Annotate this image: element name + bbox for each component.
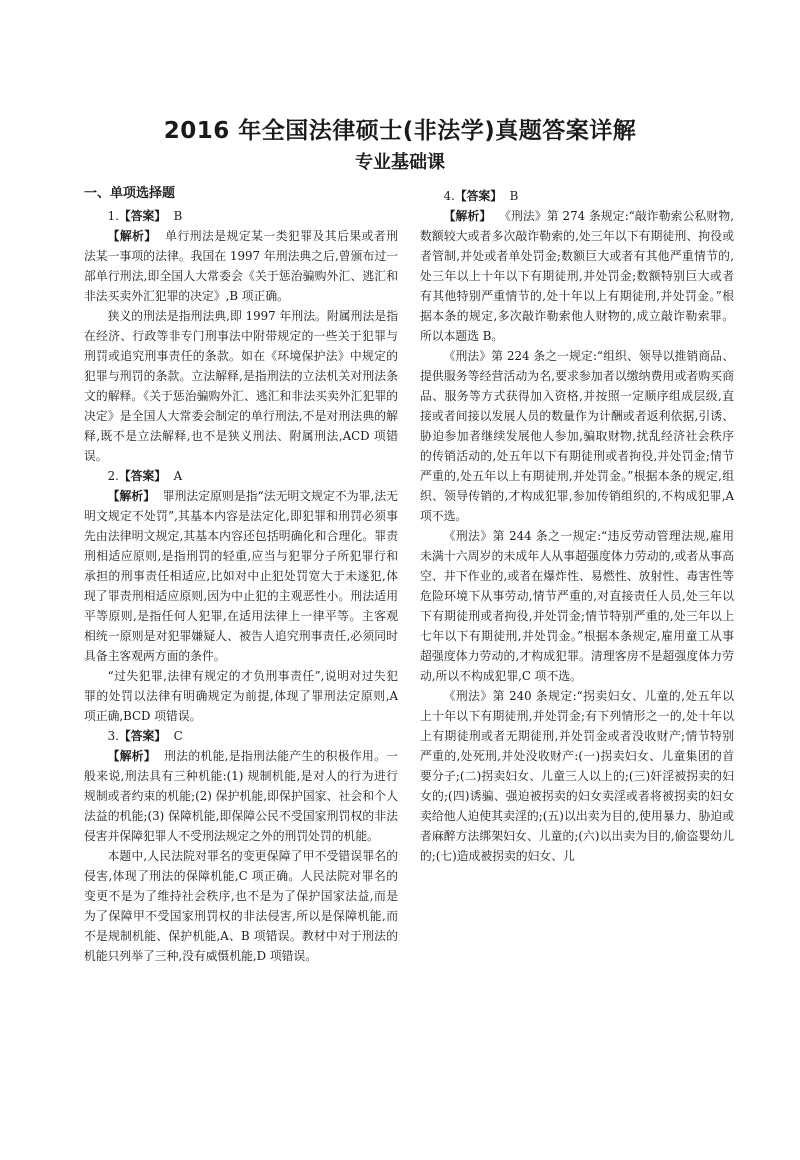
question-3-analysis: 【解析】 刑法的机能,是指刑法能产生的积极作用。一般来说,刑法具有三种机能:(1) 规制机能,是对人的行为进行规制或者约束的机能;(2) 保护机能,即保护国家、社会和个人法益的机能;(3) 保障机能,即保障公民不受国家刑罚权的非法侵害并保障犯罪人不受刑法规定之外的刑罚处罚的机能。 — [84, 749, 398, 843]
question-3-answer: 3.【答案】 C — [107, 729, 183, 743]
left-column — [84, 184, 398, 966]
question-2-analysis: 【解析】 罪刑法定原则是指“法无明文规定不为罪,法无明文规定不处罚”,其基本内容是法定化,即犯罪和刑罚必须事先由法律明文规定,其基本内容还包括明确化和合理化。罪责刑相适应原则,是指刑罚的轻重,应当与犯罪分子所犯罪行和承担的刑事责任相适应,比如对中止犯处罚宽大于未遂犯,体现了罪责刑相适应原则,因为中止犯的主观恶性小。刑法适用平等原则,是指任何人犯罪,在适用法律上一律平等。主客观相统一原则是对犯罪嫌疑人、被告人追究刑事责任,必须同时具备主客观两方面的条件。 — [84, 489, 398, 663]
question-4-analysis: 【解析】 《刑法》第 274 条规定:“敲诈勒索公私财物,数额较大或者多次敲诈勒索的,处三年以下有期徒刑、拘役或者管制,并处或者单处罚金;数额巨大或者有其他严重情节的,处三年以上十年以下有期徒刑,并处罚金;数额特别巨大或者有其他特别严重情节的,处十年以上有期徒刑,并处罚金。”根据本条的规定,多次敲诈勒索他人财物的,成立敲诈勒索罪。所以本题选 B。 — [420, 209, 734, 343]
question-4-paragraph-2: 《刑法》第 224 条之一规定:“组织、领导以推销商品、提供服务等经营活动为名,要求参加者以缴纳费用或者购买商品、服务等方式获得加入资格,并按照一定顺序组成层级,直接或者间接以发展人员的数量作为计酬或者返利依据,引诱、胁迫参加者继续发展他人参加,骗取财物,扰乱经济社会秩序的传销活动的,处五年以下有期徒刑或者拘役,并处罚金;情节严重的,处五年以上有期徒刑,并处罚金。”根据本条的规定,组织、领导传销的,才构成犯罪,参加传销组织的,不构成犯罪,A 项不选。 — [420, 349, 734, 523]
question-3-paragraph: 本题中,人民法院对罪名的变更保障了甲不受错误罪名的侵害,体现了刑法的保障机能,C 项正确。人民法院对罪名的变更不是为了维持社会秩序,也不是为了保护国家法益,而是为了保障甲不受国家刑罚权的非法侵害,所以是保障机能,而不是规制机能、保护机能,A、B 项错误。教材中对于刑法的机能只列举了三种,没有威慑机能,D 项错误。 — [84, 849, 398, 963]
question-1-analysis: 【解析】 单行刑法是规定某一类犯罪及其后果或者刑法某一事项的法律。我国在 1997 年刑法典之后,曾颁布过一部单行刑法,即全国人大常委会《关于惩治骗购外汇、逃汇和非法买卖外汇犯罪的决定》,B 项正确。 — [84, 229, 398, 303]
right-column — [420, 186, 734, 866]
document-title: 2016 年全国法律硕士(非法学)真题答案详解 — [163, 118, 637, 144]
document-subtitle: 专业基础课 — [355, 152, 445, 173]
question-2-answer: 2.【答案】 A — [107, 469, 183, 483]
question-4-paragraph-4: 《刑法》第 240 条规定:“拐卖妇女、儿童的,处五年以上十年以下有期徒刑,并处罚金;有下列情形之一的,处十年以上有期徒刑或者无期徒刑,并处罚金或者没收财产;情节特别严重的,处死刑,并处没收财产:(一)拐卖妇女、儿童集团的首要分子;(二)拐卖妇女、儿童三人以上的;(三)奸淫被拐卖的妇女的;(四)诱骗、强迫被拐卖的妇女卖淫或者将被拐卖的妇女卖给他人迫使其卖淫的;(五)以出卖为目的,使用暴力、胁迫或者麻醉方法绑架妇女、儿童的;(六)以出卖为目的,偷盗婴幼儿的;(七)造成被拐卖的妇女、儿 — [420, 689, 734, 863]
section-heading: 一、单项选择题 — [84, 186, 176, 201]
question-1-paragraph: 狭义的刑法是指刑法典,即 1997 年刑法。附属刑法是指在经济、行政等非专门刑事法中附带规定的一些关于犯罪与刑罚或追究刑事责任的条款。如在《环境保护法》中规定的犯罪与刑罚的条款。立法解释,是指刑法的立法机关对刑法条文的解释。《关于惩治骗购外汇、逃汇和非法买卖外汇犯罪的决定》是全国人大常委会制定的单行刑法,不是对刑法典的解释,既不是立法解释,也不是狭义刑法、附属刑法,ACD 项错误。 — [84, 309, 398, 463]
question-4-paragraph-3: 《刑法》第 244 条之一规定:“违反劳动管理法规,雇用未满十六周岁的未成年人从事超强度体力劳动的,或者从事高空、井下作业的,或者在爆炸性、易燃性、放射性、毒害性等危险环境下从事劳动,情节严重的,对直接责任人员,处三年以下有期徒刑或者拘役,并处罚金;情节特别严重的,处三年以上七年以下有期徒刑,并处罚金。”根据本条规定,雇用童工从事超强度体力劳动的,才构成犯罪。清理客房不是超强度体力劳动,所以不构成犯罪,C 项不选。 — [420, 529, 734, 683]
question-2-paragraph: “过失犯罪,法律有规定的才负刑事责任”,说明对过失犯罪的处罚以法律有明确规定为前提,体现了罪刑法定原则,A 项正确,BCD 项错误。 — [84, 669, 398, 723]
question-1-answer: 1.【答案】 B — [107, 209, 183, 223]
question-4-answer: 4.【答案】 B — [443, 189, 519, 203]
